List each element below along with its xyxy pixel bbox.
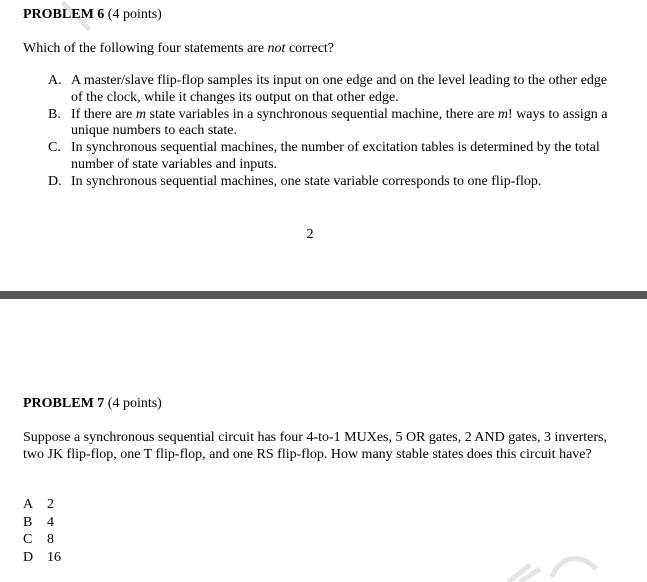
option-text: In synchronous sequential machines, one state variable corresponds to one flip-flop. (71, 173, 542, 189)
problem-7-heading (23, 395, 162, 412)
problem-6-heading (23, 6, 162, 23)
option-letter: D. (48, 173, 62, 189)
option-d (48, 174, 608, 191)
problem-6-label: PROBLEM 6 (23, 7, 105, 22)
option-letter: D (23, 549, 34, 565)
problem-6-points: (4 points) (107, 7, 162, 22)
option-letter: B. (48, 106, 61, 122)
page-number: 2 (306, 227, 314, 242)
option-answer: 4 (47, 514, 54, 530)
option-text: state variables in a synchronous sequential machine, there are (146, 106, 498, 122)
option-text-italic: m (497, 106, 508, 122)
option-c (48, 140, 608, 174)
option-letter: A (23, 497, 34, 512)
option-letter: A. (48, 73, 62, 88)
option-text: In synchronous sequential machines, the number of excitation tables is determined by the total number of state variables and inputs. (71, 140, 600, 172)
option-letter: C. (48, 140, 61, 156)
option-text: If there are (71, 106, 136, 122)
problem-7-points: (4 points) (107, 396, 162, 411)
option-text: A master/slave flip-flop samples its input on one edge and on the level leading to the other edge of the clock, while it changes its output on that other edge. (71, 73, 608, 105)
option-answer: 16 (47, 549, 61, 565)
option-text: ! ways to assign a unique numbers to each state. (71, 106, 608, 139)
question-text-after: correct? (285, 41, 335, 56)
watermark-mark (500, 547, 610, 582)
page-divider (0, 291, 647, 299)
problem-6-options (48, 73, 608, 191)
option-answer: 8 (47, 532, 54, 547)
problem-6-question (23, 40, 613, 57)
page-3 (0, 299, 647, 582)
option-a (48, 73, 608, 107)
problem-7-question: Suppose a synchronous sequential circuit has four 4-to-1 MUXes, 5 OR gates, 2 AND gates, 3 inverters, two JK flip-flop, one T flip-flop, and one RS flip-flop. How many stable states does this circuit have? (23, 430, 608, 462)
option-answer: 2 (47, 497, 54, 512)
problem-7-label: PROBLEM 7 (23, 396, 105, 411)
question-text-before: Which of the following four statements are (23, 41, 268, 56)
option-letter: C (23, 532, 33, 547)
option-letter: B (23, 514, 33, 530)
question-emphasis: not (267, 41, 286, 56)
option-text-italic: m (135, 106, 147, 122)
option-b (48, 107, 608, 141)
